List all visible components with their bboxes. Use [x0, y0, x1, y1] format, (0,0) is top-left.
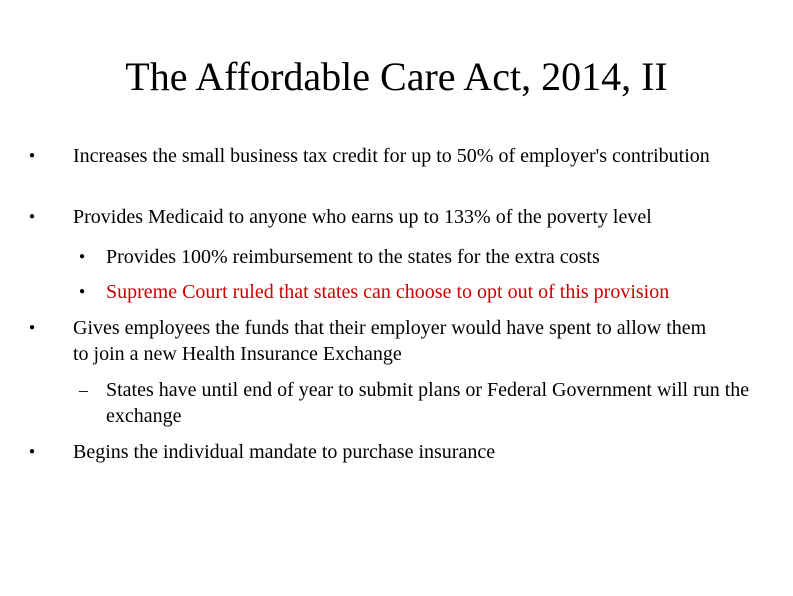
sub-bullet-item-highlight [79, 279, 766, 305]
bullet-dot-icon: ● [79, 251, 86, 262]
sub-bullet-item [79, 377, 756, 429]
bullet-item [29, 439, 723, 465]
bullet-dot-icon: ● [29, 211, 36, 222]
bullet-text: Increases the small business tax credit for up to 50% of employer's contribution [73, 145, 710, 167]
bullet-item [29, 315, 723, 367]
bullet-item [29, 143, 723, 169]
bullet-dot-icon: ● [29, 322, 36, 333]
bullet-item [29, 204, 723, 230]
bullet-dot-icon: ● [29, 150, 36, 161]
sub-bullet-text: Provides 100% reimbursement to the states for the extra costs [106, 246, 600, 268]
dash-icon: – [79, 380, 88, 400]
bullet-text: Gives employees the funds that their employer would have spent to allow them to join a new Health Insurance Exchange [73, 317, 707, 365]
slide-title: The Affordable Care Act, 2014, II [125, 54, 668, 99]
bullet-dot-icon: ● [79, 286, 86, 297]
sub-bullet-item [79, 244, 766, 270]
sub-bullet-text-highlight: Supreme Court ruled that states can choose to opt out of this provision [106, 281, 670, 303]
sub-bullet-text: States have until end of year to submit plans or Federal Government will run the exchange [106, 379, 750, 427]
bullet-text: Provides Medicaid to anyone who earns up to 133% of the poverty level [73, 206, 652, 228]
bullet-text: Begins the individual mandate to purchase insurance [73, 441, 496, 463]
bullet-dot-icon: ● [29, 446, 36, 457]
